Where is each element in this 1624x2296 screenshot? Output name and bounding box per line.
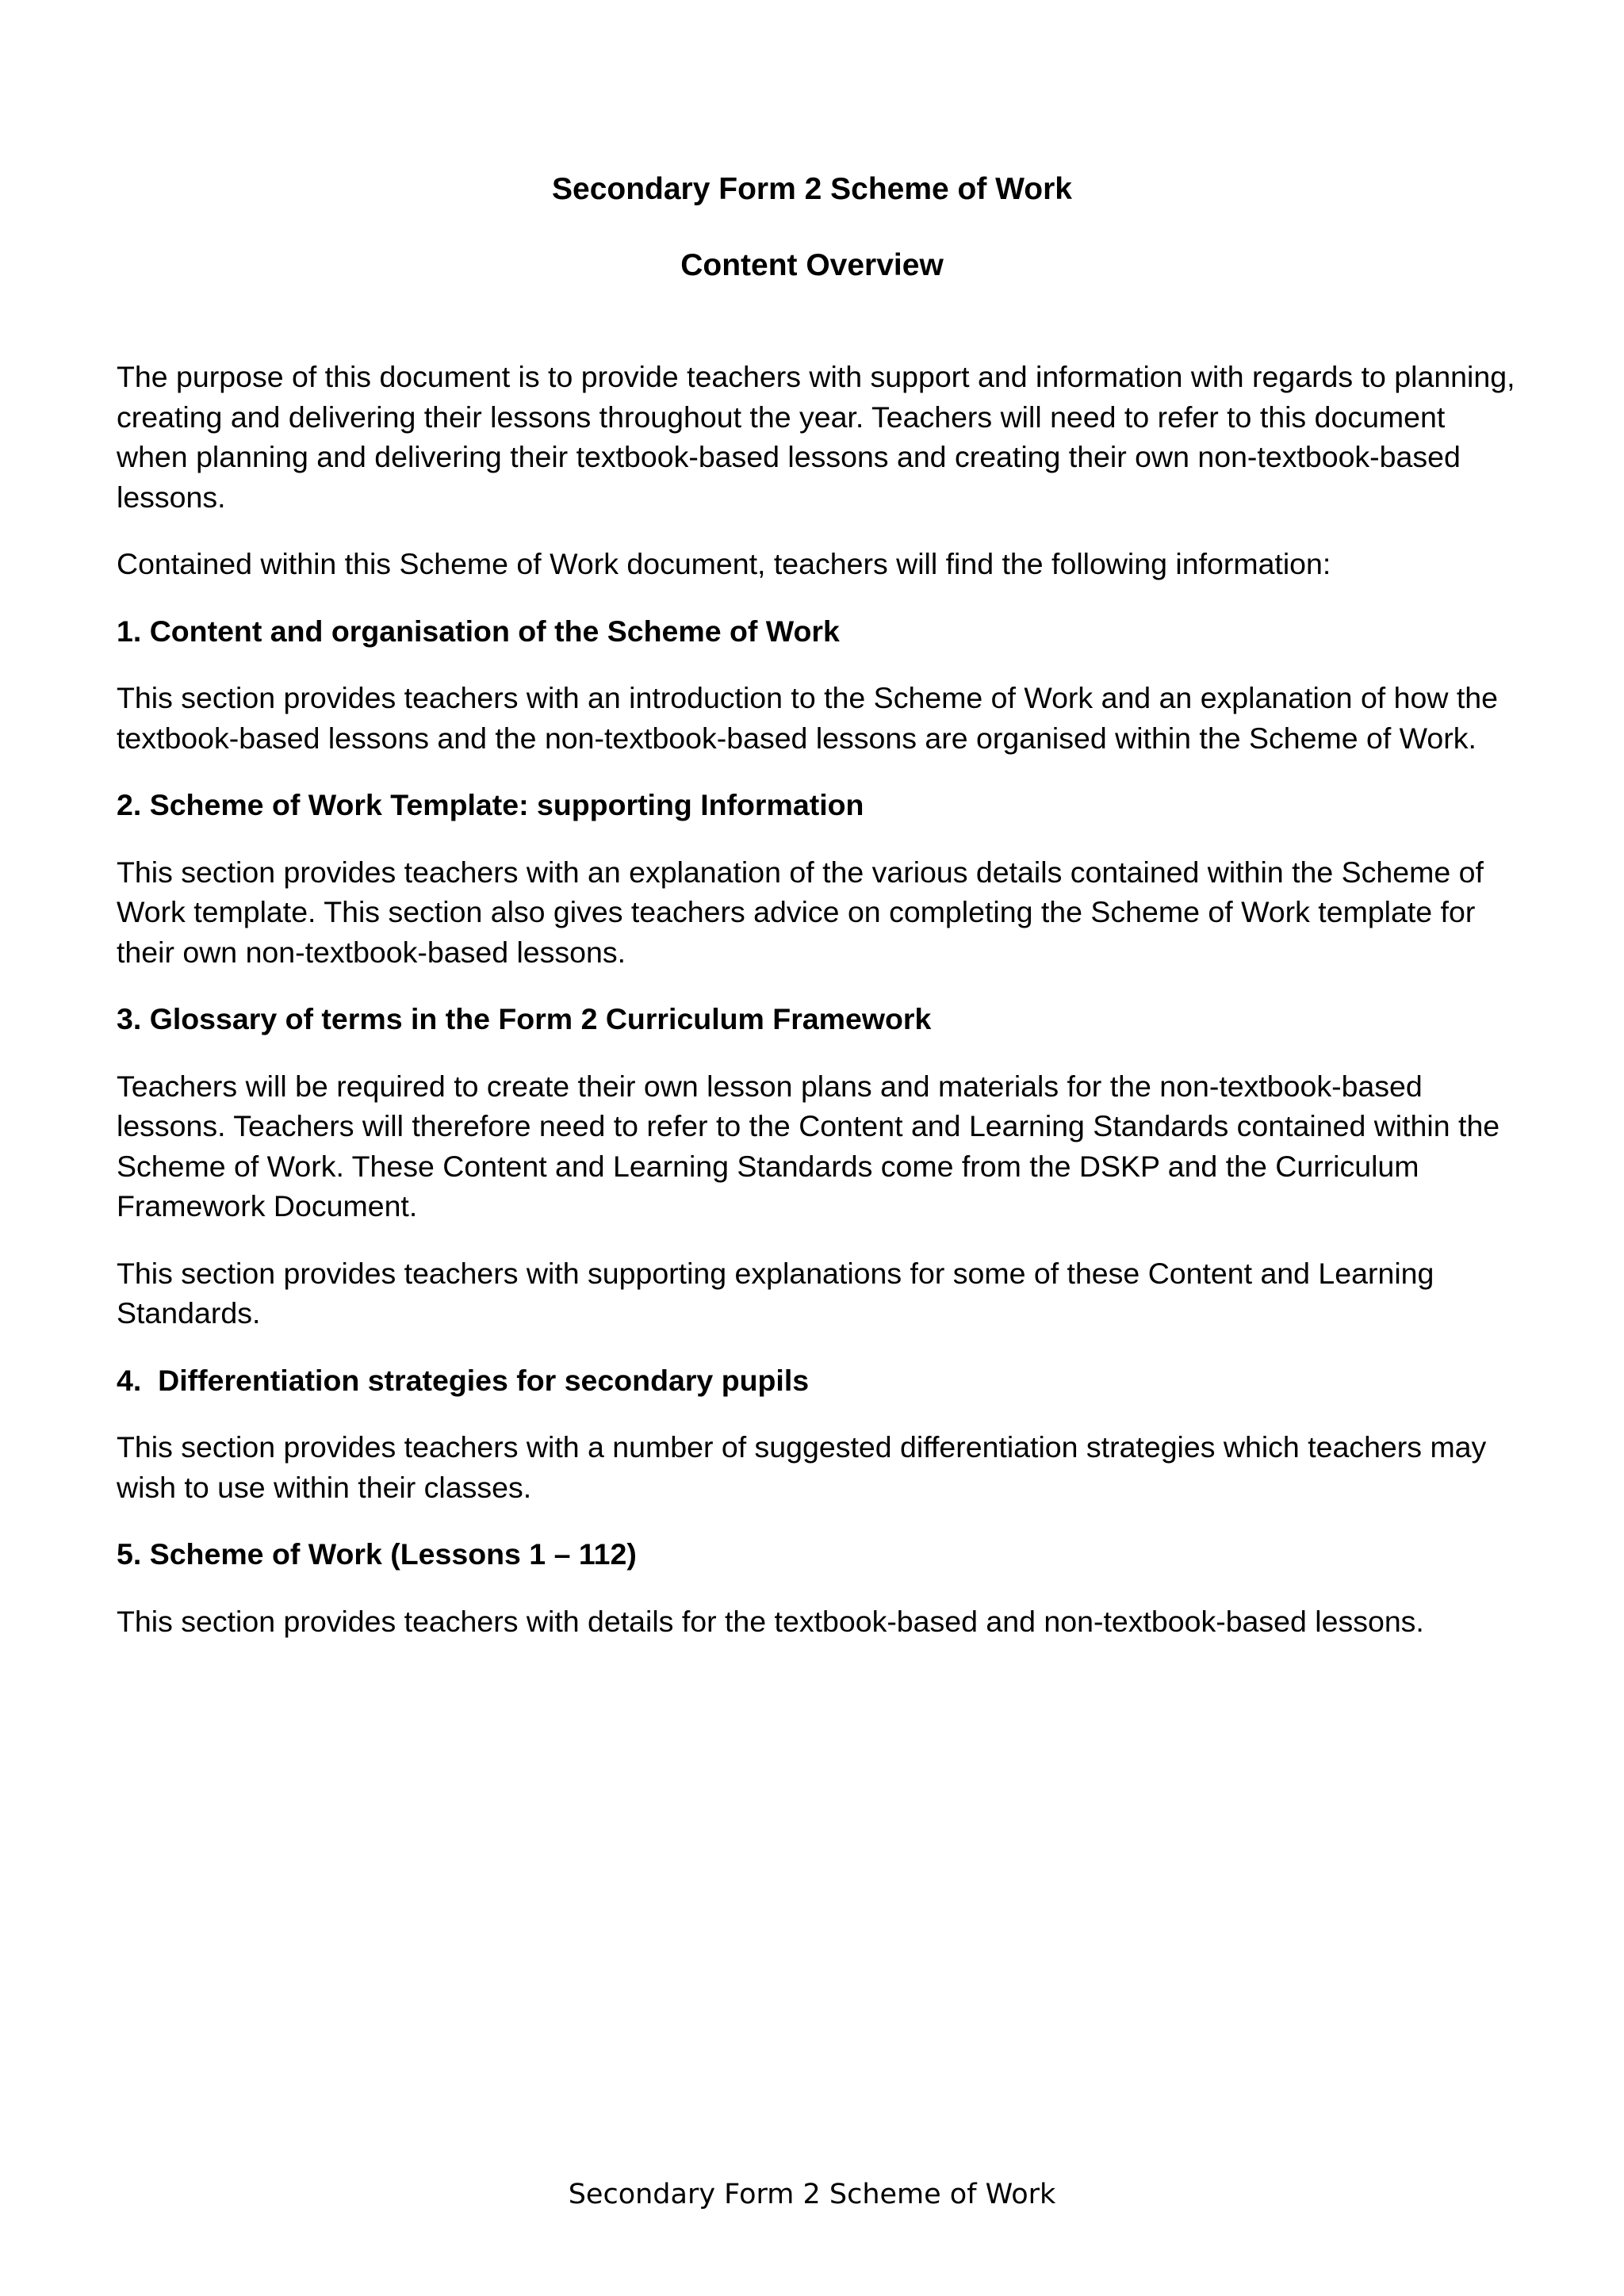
document-title: Secondary Form 2 Scheme of Work — [552, 172, 1072, 206]
section-2-heading: 2. Scheme of Work Template: supporting Information — [117, 788, 864, 821]
section-1-paragraph-1: This section provides teachers with an introduction to the Scheme of Work and an explanation of how the textbook-based lessons and the non-textbook-based lessons are organised within the Scheme of Work. — [117, 681, 1498, 755]
document-body — [117, 357, 1520, 1668]
section-5-paragraph-1: This section provides teachers with details for the textbook-based and non-textbook-based lessons. — [117, 1604, 1424, 1638]
section-4-paragraph-1: This section provides teachers with a number of suggested differentiation strategies which teachers may wish to use within their classes. — [117, 1430, 1487, 1504]
section-5-heading: 5. Scheme of Work (Lessons 1 – 112) — [117, 1537, 637, 1571]
intro-paragraph-2: Contained within this Scheme of Work document, teachers will find the following information: — [117, 547, 1331, 580]
section-4-heading: 4. Differentiation strategies for secondary pupils — [117, 1363, 810, 1397]
section-2-paragraph-1: This section provides teachers with an explanation of the various details contained within the Scheme of Work template. This section also gives teachers advice on completing the Scheme of Work template for their own non-textbook-based lessons. — [117, 855, 1484, 969]
intro-paragraph-1: The purpose of this document is to provide teachers with support and information with regards to planning, creating and delivering their lessons throughout the year. Teachers will need to refer to this document when planning and delivering their textbook-based lessons and creating their own non-textbook-based lessons. — [117, 360, 1515, 514]
section-3-heading: 3. Glossary of terms in the Form 2 Curriculum Framework — [117, 1002, 932, 1035]
page-footer: Secondary Form 2 Scheme of Work — [568, 2179, 1056, 2210]
section-1-heading: 1. Content and organisation of the Scheme of Work — [117, 614, 840, 648]
document-subtitle: Content Overview — [680, 248, 944, 282]
section-3-paragraph-1: Teachers will be required to create their own lesson plans and materials for the non-textbook-based lessons. Teachers will therefore need to refer to the Content and Learning Standards contained within the Scheme of Work. These Content and Learning Standards come from the DSKP and the Curriculum Framework Document. — [117, 1069, 1500, 1223]
section-3-paragraph-2: This section provides teachers with supporting explanations for some of these Content and Learning Standards. — [117, 1256, 1434, 1330]
